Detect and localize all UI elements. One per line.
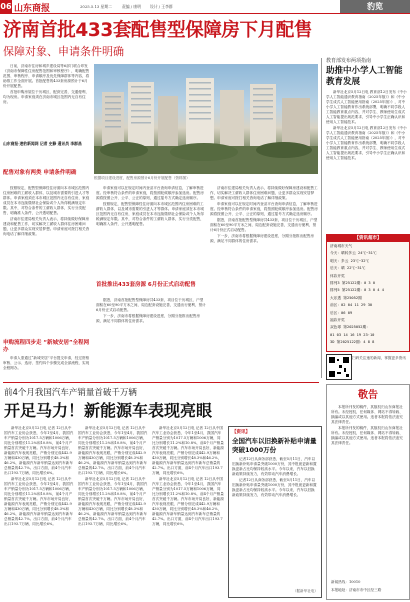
body-paragraph: 申请家庭可以在规定时间内登录平台查询申请信息，了解审核进度。经审核符合条件的申请家庭，将按照轮候顺序参加选房。配售房源将按照公开、公平、公正的原则，通过摇号方式确定选房顺序。: [96, 186, 204, 200]
qr-caption: 扫码关注速豹新闻，掌握更多资讯: [352, 356, 406, 360]
story2-paragraph: 新华社北京5月12日电 记者 12日从中国汽车工业协会获悉，今年1至4月，我国汽车产销量分别为1017.5万辆和1006万辆，同比分别增长11.2%和10.8%，前4个月产销量首次突破千万辆。汽车市场开局良好，新能源汽车表现亮眼，产销分别完成442.9万辆和430万辆，同比分别增长48.3%和46.2%，新能源汽车新车销量达到汽车新车总销量的42.7%。出口方面，前4个月汽车出口193.7万辆，同比增长6%。: [4, 426, 74, 475]
body-paragraph: 济南市住建局相关负责人表示，将持续做好保障房建设和配售工作，切实解决工薪收入群体住房困难问题，让更多群众实现安居梦想。申请家庭可拨打相关咨询电话了解详细政策。: [210, 186, 318, 200]
body-paragraph: 济南市住建局相关负责人表示，将持续做好保障房建设和配售工作，切实解决工薪收入群体住房困难问题，让更多群众实现安居梦想。申请家庭可拨打相关咨询电话了解详细政策。: [3, 217, 90, 236]
subhead-first-batch: 首批推出433套房源 6月份正式启动配售: [96, 282, 196, 288]
lead-paragraph: 首批申购房屋位于历城区，配套完善，交通便利，均为现房。申请家庭须在济南市城区范围内无自有住房。: [3, 90, 90, 104]
info-list-item: 明天：多云 23℃~32℃: [330, 258, 370, 263]
info-list-item: 3D 第2025122期：4 8 8: [330, 340, 375, 345]
info-box: [326, 234, 410, 352]
page-number: 06: [0, 2, 12, 11]
story2-column-3: [152, 426, 224, 598]
lead-byline: 山东商报·速豹新闻网 记者 史静 通讯员 李群昌: [3, 141, 82, 146]
main-subheadline: 保障对象、申请条件明确: [3, 45, 124, 58]
section-divider: [3, 382, 319, 383]
story2-column-1: [4, 426, 74, 598]
info-list-item: 排列3 第25122期：0 3 0: [330, 281, 376, 286]
page-editor: 责编 / 康明: [122, 4, 141, 9]
housing-photo: [94, 64, 318, 174]
issue-date: 2025.5.13 星期二: [80, 4, 112, 9]
related-box-paragraph: 记者12日从商务部获悉，截至5月11日，汽车以旧换新补贴申请量突破1000万份，其中报废更新和置换更新占比均保持较高水平。今年以来，汽车以旧换新政策持续发力，有效带动汽车消费增长。: [232, 478, 317, 497]
body-column-1: [3, 186, 91, 338]
body-paragraph: 据悉，济南首批配售型保障房共433套，项目位于历城区，户型面积在60至90平方米之间，周边配套设施完善，交通出行便利，预计6月份正式启动配售。: [96, 298, 206, 312]
notice-box: [326, 384, 410, 600]
body-column-3: [210, 186, 318, 378]
sidebar-text: [326, 90, 408, 230]
info-list: [327, 242, 409, 348]
story2-column-2: [78, 426, 148, 598]
notice-title: 敬告: [358, 390, 378, 401]
related-box-text: [232, 457, 318, 581]
info-list-item: 大乐透 第25052期: [330, 295, 362, 300]
info-list-item: 体彩开奖: [330, 273, 345, 278]
sidebar-paragraph: 新华社北京5月12日电 教育部12日发布《中小学人工智能通识教育指南（2025年版）》和《中小学生成式人工智能使用指南（2025年版）》，对中小学人工智能教育作出系统部署，明确不同学段人工智能教育重点内容，并对学生、教师使用生成式人工智能提出规范要求，引导中小学生正确认识和使用人工智能技术。: [326, 126, 407, 160]
body-column-2b: [96, 298, 206, 378]
info-list-item: 排列5 第25122期：0 3 0 4 4: [330, 288, 384, 293]
notice-paragraph: 本报所刊发的稿件，其版权归山东商报社所有。未经授权，任何媒体、网站不得转载、摘编或以其他方式使用。违者本报将依法追究其法律责任。: [331, 426, 403, 445]
story2-kicker: 前4个月我国汽车产销量首破千万辆: [4, 388, 137, 398]
body-paragraph: 按照规定，配售型保障性住房面向本市城区范围内住房困难的工薪收入群体，以及城市需要的引进人才等群体。申请家庭须在本市城区范围内无自有住房，家庭成员在本市连续缴纳社会保险或个人所得税满规定年限。其中，对符合条件的工薪收入群体，实行分类配售，明确准入条件，公开透明配售。: [96, 202, 204, 226]
subhead-eligibility: 配售对象有两类 申请条件明确: [3, 170, 77, 176]
info-list-item: 前区：02 04 11 29 30: [330, 303, 373, 308]
body-paragraph: 下一步，济南市将根据保障房建设进度，分期分批推出配售房源，满足不同群体的住房需求。: [96, 314, 201, 323]
photo-caption: 根据项目建设进度，配售房源预计6月份开展配售（资料图）: [94, 176, 190, 180]
related-box: [228, 426, 322, 598]
body-paragraph: 据悉，济南首批配售型保障房共433套，项目位于历城区，户型面积在60至90平方米之间，周边配套设施完善，交通出行便利，预计6月份正式启动配售。: [210, 218, 318, 232]
main-headline: 济南首批433套配售型保障房下月配售: [3, 20, 312, 41]
body-paragraph: 按照规定，配售型保障性住房面向本市城区范围内住房困难的工薪收入群体，以及城市需要的引进人才等群体。申请家庭须在本市城区范围内无自有住房，家庭成员在本市连续缴纳社会保险或个人所得税满规定年限。其中，对符合条件的工薪收入群体，实行分类配售，明确准入条件，公开透明配售。: [3, 186, 90, 215]
sidebar-headline: 助推中小学人工智能教育发展: [326, 66, 403, 87]
body-paragraph: 申请人需通过“新城安居”平台提交申请，经过资格审核、公示、选房、签约四个步骤完成全部流程，实现全程网办。: [3, 356, 90, 370]
lead-paragraph: 日前，济南市住房和城乡建设局等6部门联合印发《济南市保障性住房配售范围和审核程序》，明确配售范围、审核程序、申请顺序及优先保障群体等内容，将助推工作全面开展。首批配售的433套房源预计于6月份开展配售。: [3, 64, 90, 88]
story2-headline: 开足马力！新能源车表现亮眼: [4, 401, 213, 420]
page-designer: 设计 / 王李群: [150, 4, 173, 9]
building-illustration: [94, 64, 318, 174]
qr-code[interactable]: [326, 354, 352, 380]
related-box-paragraph: 记者12日从商务部获悉，截至5月11日，汽车以旧换新补贴申请量突破1000万份，其中报废更新和置换更新占比均保持较高水平。今年以来，汽车以旧换新政策持续发力，有效带动汽车消费增长。: [232, 457, 317, 476]
qr-code-icon: [327, 355, 351, 379]
info-list-item: 福彩开奖: [330, 318, 345, 323]
subhead-process: 申购流程四步走 “新城安居”全程网办: [3, 340, 90, 353]
info-list-item: 01 03 14 16 19 23·10: [330, 332, 375, 337]
body-paragraph: 申请家庭可以在规定时间内登录平台查询申请信息，了解审核进度。经审核符合条件的申请家庭，将按照轮候顺序参加选房。配售房源将按照公开、公平、公正的原则，通过摇号方式确定选房顺序。: [210, 202, 318, 216]
sidebar-kicker: 教育部发布两项指南: [326, 58, 372, 64]
info-list-item: 济南城市天气: [330, 244, 353, 248]
info-list-item: 后天：晴 22℃~31℃: [330, 266, 366, 271]
body-paragraph: 下一步，济南市将根据保障房建设进度，分期分批推出配售房源，满足不同群体的住房需求。: [210, 234, 315, 243]
story2-paragraph: 新华社北京5月12日电 记者 12日从中国汽车工业协会获悉，今年1至4月，我国汽车产销量分别为1017.5万辆和1006万辆，同比分别增长11.2%和10.8%，前4个月产销量首次突破千万辆。汽车市场开局良好，新能源汽车表现亮眼，产销分别完成442.9万辆和430万辆，同比分别增长48.3%和46.2%，新能源汽车新车销量达到汽车新车总销量的42.7%。出口方面，前4个月汽车出口193.7万辆，同比增长6%。: [78, 426, 148, 475]
story2-paragraph: 新华社北京5月12日电 记者 12日从中国汽车工业协会获悉，今年1至4月，我国汽车产销量分别为1017.5万辆和1006万辆，同比分别增长11.2%和10.8%，前4个月产销量首次突破千万辆。汽车市场开局良好，新能源汽车表现亮眼，产销分别完成442.9万辆和430万辆，同比分别增长48.3%和46.2%，新能源汽车新车销量达到汽车新车总销量的42.7%。出口方面，前4个月汽车出口193.7万辆，同比增长6%。: [4, 477, 74, 526]
notice-paragraph: 本报所刊发的稿件，其版权归山东商报社所有。未经授权，任何媒体、网站不得转载、摘编或以其他方式使用。违者本报将依法追究其法律责任。: [331, 405, 403, 424]
body-column-2: [96, 186, 206, 274]
info-list-item: 后区：06 09: [330, 310, 353, 315]
info-list-item: 今天：晴转多云 24℃~31℃: [330, 251, 377, 256]
related-box-tag: 【资讯】: [232, 430, 250, 435]
related-box-title: 全国汽车以旧换新补贴申请量突破1000万份: [232, 437, 317, 454]
story2-paragraph: 新华社北京5月12日电 记者 12日从中国汽车工业协会获悉，今年1至4月，我国汽车产销量分别为1017.5万辆和1006万辆，同比分别增长11.2%和10.8%，前4个月产销量首次突破千万辆。汽车市场开局良好，新能源汽车表现亮眼，产销分别完成442.9万辆和430万辆，同比分别增长48.3%和46.2%，新能源汽车新车销量达到汽车新车总销量的42.7%。出口方面，前4个月汽车出口193.7万辆，同比增长6%。: [78, 477, 148, 526]
notice-text: [327, 403, 409, 567]
masthead-bar: [0, 0, 410, 14]
section-label: 豹览: [340, 0, 410, 13]
column-divider: [321, 58, 322, 378]
body-column-1b: [3, 356, 91, 378]
story2-paragraph: 新华社北京5月12日电 记者 12日从中国汽车工业协会获悉，今年1至4月，我国汽车产销量分别为1017.5万辆和1006万辆，同比分别增长11.2%和10.8%，前4个月产销量首次突破千万辆。汽车市场开局良好，新能源汽车表现亮眼，产销分别完成442.9万辆和430万辆，同比分别增长48.3%和46.2%，新能源汽车新车销量达到汽车新车总销量的42.7%。出口方面，前4个月汽车出口193.7万辆，同比增长6%。: [152, 426, 224, 475]
info-list-item: 双色球 第2025052期：: [330, 325, 370, 330]
story2-paragraph: 新华社北京5月12日电 记者 12日从中国汽车工业协会获悉，今年1至4月，我国汽车产销量分别为1017.5万辆和1006万辆，同比分别增长11.2%和10.8%，前4个月产销量首次突破千万辆。汽车市场开局良好，新能源汽车表现亮眼，产销分别完成442.9万辆和430万辆，同比分别增长48.3%和46.2%，新能源汽车新车销量达到汽车新车总销量的42.7%。出口方面，前4个月汽车出口193.7万辆，同比增长6%。: [152, 477, 224, 526]
notice-phone: 新闻热线：10010: [331, 580, 361, 584]
notice-address: 本报地址：济南市市中区经三路: [331, 588, 382, 592]
paper-name: 山东商报: [14, 4, 51, 14]
info-box-title: 【资讯超市】: [327, 235, 409, 242]
sidebar-paragraph: 新华社北京5月12日电 教育部12日发布《中小学人工智能通识教育指南（2025年版）》和《中小学生成式人工智能使用指南（2025年版）》，对中小学人工智能教育作出系统部署，明确不同学段人工智能教育重点内容，并对学生、教师使用生成式人工智能提出规范要求，引导中小学生正确认识和使用人工智能技术。: [326, 90, 407, 124]
related-box-credit: （据新华社电）: [292, 589, 318, 593]
lead-text: [3, 64, 91, 136]
